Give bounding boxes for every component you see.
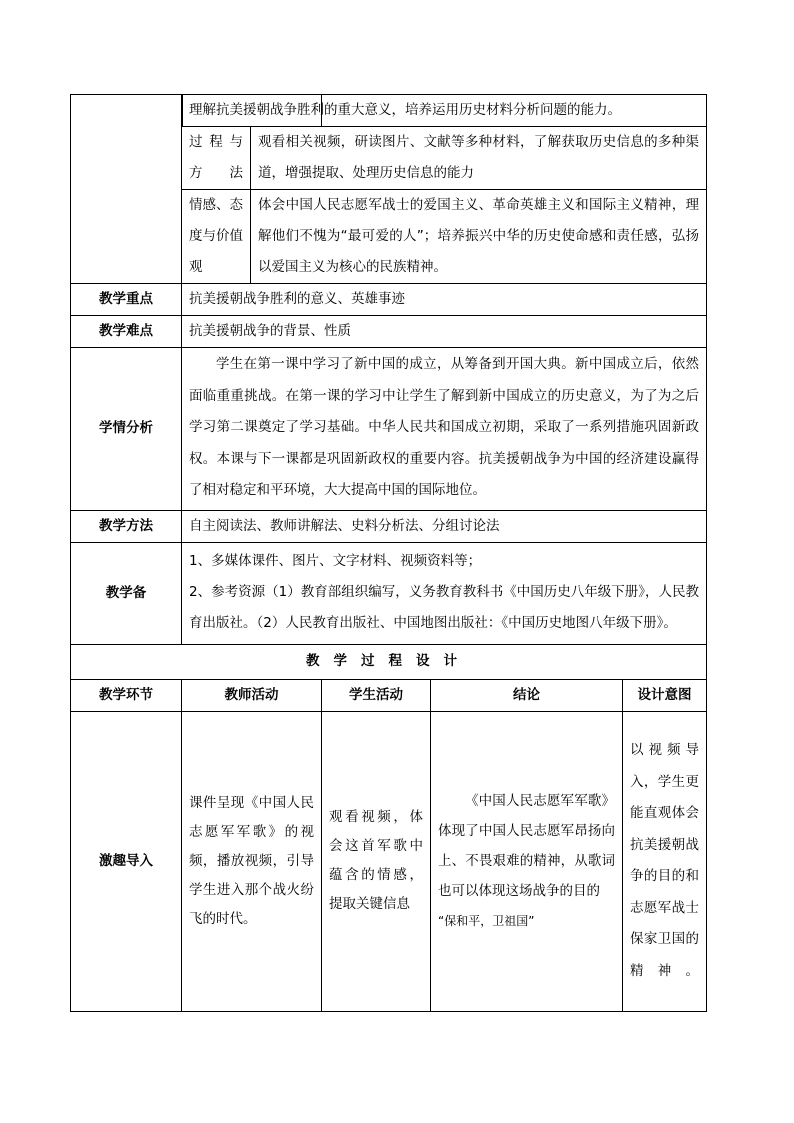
conclusion-quote: “保和平，卫祖国”: [438, 914, 535, 928]
prep-line-2: 2、参考资源（1）教育部组织编写，义务教育教科书《中国历史八年级下册》，人民教育出版社。（2）人民教育出版社、中国地图出版社：《中国历史地图八年级下册》。: [189, 583, 699, 631]
method-label: 教学方法: [71, 510, 182, 542]
student-activity-intro: 观看视频，体会这首军歌中蕴含的情感，提取关键信息: [322, 711, 431, 1011]
process-title: 教学过程设计: [71, 644, 707, 679]
teacher-activity-intro: 课件呈现《中国人民志愿军军歌》的视频，播放视频，引导学生进入那个战火纷飞的时代。: [182, 711, 322, 1011]
process-row-intro: [71, 711, 707, 1011]
analysis-row: [71, 348, 707, 511]
process-method-label: 过 程 与 方法: [182, 127, 251, 189]
lesson-plan: [70, 94, 706, 1012]
intent-intro: 以视频导入，学生更能直观体会抗美援朝战争的目的和志愿军战士保家卫国的精神。: [623, 711, 707, 1011]
lesson-plan-table: [70, 94, 707, 1012]
prep-label: 教学备: [71, 542, 182, 644]
key-point-row: [71, 284, 707, 316]
process-title-row: [71, 644, 707, 679]
prep-line-1: 1、多媒体课件、图片、文字材料、视频资料等；: [189, 552, 482, 569]
difficulty-text: 抗美援朝战争的背景、性质: [182, 316, 707, 348]
difficulty-label: 教学难点: [71, 316, 182, 348]
prep-row: [71, 542, 707, 644]
key-point-label: 教学重点: [71, 284, 182, 316]
conclusion-intro: 《中国人民志愿军军歌》体现了中国人民志愿军昂扬向上、不畏艰难的精神，从歌词也可以体现这场战争的目的: [438, 793, 615, 899]
process-method-text: 观看相关视频，研读图片、文献等多种材料，了解获取历史信息的多种渠道，增强提取、处理历史信息的能力: [258, 134, 699, 181]
objective-knowledge-text: 理解抗美援朝战争胜利的重大意义，培养运用历史材料分析问题的能力。: [189, 102, 621, 118]
analysis-text: 学生在第一课中学习了新中国的成立，从筹备到开国大典。新中国成立后，依然面临重重挑战。在第一课的学习中让学生了解到新中国成立的历史意义，为了为之后学习第二课奠定了学习基础。中华人民共和国成立初期，采取了一系列措施巩固新政权。本课与下一课都是巩固新政权的重要内容。抗美援朝战争为中国的经济建设赢得了相对稳定和平环境，大大提高中国的国际地位。: [182, 348, 707, 511]
process-header-row: [71, 679, 707, 711]
header-teacher: 教师活动: [182, 679, 322, 711]
method-row: [71, 510, 707, 542]
difficulty-row: [71, 316, 707, 348]
emotion-text: 体会中国人民志愿军战士的爱国主义、革命英雄主义和国际主义精神，理解他们不愧为“最可爱的人”；培养振兴中华的历史使命感和责任感，弘扬以爱国主义为核心的民族精神。: [258, 197, 699, 275]
emotion-label: 情感、态度与价值观: [182, 190, 251, 283]
method-text: 自主阅读法、教师讲解法、史料分析法、分组讨论法: [182, 510, 707, 542]
objective-knowledge-row: [71, 95, 707, 127]
header-intent: 设计意图: [623, 679, 707, 711]
objectives-label-cell: [71, 95, 182, 284]
header-conclusion: 结论: [431, 679, 623, 711]
key-point-text: 抗美援朝战争胜利的意义、英雄事迹: [182, 284, 707, 316]
analysis-label: 学情分析: [71, 348, 182, 511]
stage-intro: 激趣导入: [71, 711, 182, 1011]
header-student: 学生活动: [322, 679, 431, 711]
header-stage: 教学环节: [71, 679, 182, 711]
